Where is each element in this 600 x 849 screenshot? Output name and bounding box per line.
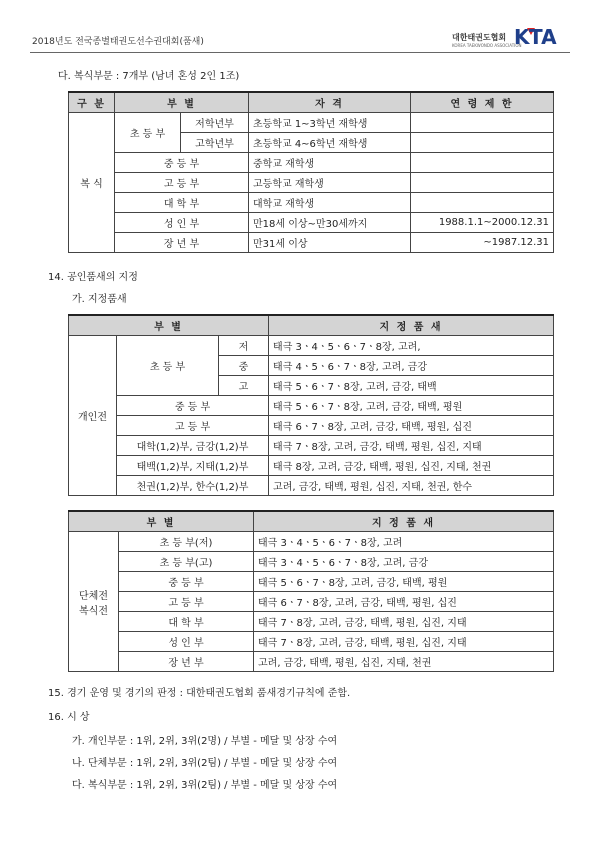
age-cell (411, 153, 554, 173)
col-header-category: 구 분 (69, 92, 115, 113)
division-cell: 성 인 부 (115, 213, 249, 233)
poomsae-cell: 태극 4ㆍ5ㆍ6ㆍ7ㆍ8장, 고려, 금강 (269, 356, 554, 376)
poomsae-cell: 태극 3ㆍ4ㆍ5ㆍ6ㆍ7ㆍ8장, 고려, (269, 336, 554, 356)
poomsae-cell: 태극 7ㆍ8장, 고려, 금강, 태백, 평원, 십진, 지태 (269, 436, 554, 456)
division-cell: 중 등 부 (119, 572, 254, 592)
poomsae-cell: 태극 5ㆍ6ㆍ7ㆍ8장, 고려, 금강, 태백, 평원 (269, 396, 554, 416)
qualification-cell: 초등학교 1~3학년 재학생 (249, 113, 411, 133)
team-doubles-poomsae-table (68, 510, 554, 672)
age-cell (411, 173, 554, 193)
age-cell (411, 133, 554, 153)
division-cell: 성 인 부 (119, 632, 254, 652)
division-elementary: 초 등 부 (115, 113, 181, 153)
poomsae-cell: 태극 5ㆍ6ㆍ7ㆍ8장, 고려, 금강, 태백, 평원 (254, 572, 554, 592)
category-individual: 개인전 (69, 336, 117, 496)
poomsae-cell: 태극 3ㆍ4ㆍ5ㆍ6ㆍ7ㆍ8장, 고려, 금강 (254, 552, 554, 572)
section-15-text: 15. 경기 운영 및 경기의 판정 : 대한태권도협회 품새경기규칙에 준함. (48, 688, 351, 699)
org-name-en: KOREA TAEKWONDO ASSOCIATION (452, 43, 522, 48)
award-individual: 가. 개인부문 : 1위, 2위, 3위(2명) / 부별 - 메달 및 상장 수여 (72, 736, 338, 747)
division-cell: 태백(1,2)부, 지태(1,2)부 (117, 456, 269, 476)
section-doubles-heading: 다. 복식부문 : 7개부 (남녀 혼성 2인 1조) (58, 71, 240, 82)
qualification-cell: 초등학교 4~6학년 재학생 (249, 133, 411, 153)
section-14-ga-heading: 가. 지정품새 (72, 294, 127, 305)
qualification-cell: 대학교 재학생 (249, 193, 411, 213)
col-header-poomsae: 지 정 품 새 (269, 315, 554, 336)
col-header-poomsae: 지 정 품 새 (254, 511, 554, 532)
poomsae-cell: 태극 7ㆍ8장, 고려, 금강, 태백, 평원, 십진, 지태 (254, 632, 554, 652)
subdivision-cell: 중 (219, 356, 269, 376)
svg-text:TA: TA (529, 25, 557, 48)
category-team-doubles (69, 532, 119, 672)
category-doubles: 복 식 (69, 113, 115, 253)
division-cell: 고 등 부 (119, 592, 254, 612)
col-header-qualification: 자 격 (249, 92, 411, 113)
division-cell: 고 등 부 (117, 416, 269, 436)
poomsae-cell: 태극 8장, 고려, 금강, 태백, 평원, 십진, 지태, 천권 (269, 456, 554, 476)
individual-poomsae-table (68, 314, 554, 496)
col-header-division: 부 별 (115, 92, 249, 113)
poomsae-cell: 태극 6ㆍ7ㆍ8장, 고려, 금강, 태백, 평원, 십진 (254, 592, 554, 612)
section-16-heading: 16. 시 상 (48, 712, 90, 723)
division-cell: 대학(1,2)부, 금강(1,2)부 (117, 436, 269, 456)
age-cell (411, 113, 554, 133)
section-14-heading: 14. 공인품새의 지정 (48, 272, 138, 283)
subdivision-lower: 저학년부 (181, 113, 249, 133)
subdivision-upper: 고학년부 (181, 133, 249, 153)
poomsae-cell: 태극 6ㆍ7ㆍ8장, 고려, 금강, 태백, 평원, 십진 (269, 416, 554, 436)
col-header-age-limit: 연 령 제 한 (411, 92, 554, 113)
division-elementary: 초 등 부 (117, 336, 219, 396)
age-cell: 1988.1.1~2000.12.31 (411, 213, 554, 233)
qualification-table (68, 91, 554, 253)
header-divider (30, 52, 570, 53)
poomsae-cell: 고려, 금강, 태백, 평원, 십진, 지태, 천권 (254, 652, 554, 672)
qualification-cell: 만18세 이상~만30세까지 (249, 213, 411, 233)
division-cell: 중 등 부 (117, 396, 269, 416)
age-cell: ~1987.12.31 (411, 233, 554, 253)
qualification-cell: 중학교 재학생 (249, 153, 411, 173)
kta-logo-icon (512, 24, 558, 48)
division-cell: 고 등 부 (115, 173, 249, 193)
category-team-label: 단체전 (79, 590, 108, 602)
division-cell: 중 등 부 (115, 153, 249, 173)
division-cell: 장 년 부 (119, 652, 254, 672)
qualification-cell: 만31세 이상 (249, 233, 411, 253)
qualification-cell: 고등학교 재학생 (249, 173, 411, 193)
poomsae-cell: 태극 5ㆍ6ㆍ7ㆍ8장, 고려, 금강, 태백 (269, 376, 554, 396)
col-header-division: 부 별 (69, 315, 269, 336)
division-cell: 대 학 부 (115, 193, 249, 213)
org-name: 대한태권도협회 (452, 33, 507, 42)
category-doubles-label: 복식전 (79, 605, 108, 617)
col-header-division: 부 별 (69, 511, 254, 532)
svg-text:K: K (514, 25, 530, 48)
division-cell: 초 등 부(고) (119, 552, 254, 572)
division-cell: 대 학 부 (119, 612, 254, 632)
award-team: 나. 단체부문 : 1위, 2위, 3위(2팀) / 부별 - 메달 및 상장 수여 (72, 758, 338, 769)
poomsae-cell: 태극 3ㆍ4ㆍ5ㆍ6ㆍ7ㆍ8장, 고려 (254, 532, 554, 552)
award-doubles: 다. 복식부문 : 1위, 2위, 3위(2팀) / 부별 - 메달 및 상장 수여 (72, 780, 338, 791)
poomsae-cell: 태극 7ㆍ8장, 고려, 금강, 태백, 평원, 십진, 지태 (254, 612, 554, 632)
division-cell: 천권(1,2)부, 한수(1,2)부 (117, 476, 269, 496)
event-title: 2018년도 전국종별태권도선수권대회(품새) (32, 37, 204, 47)
division-cell: 장 년 부 (115, 233, 249, 253)
poomsae-cell: 고려, 금강, 태백, 평원, 십진, 지태, 천권, 한수 (269, 476, 554, 496)
division-cell: 초 등 부(저) (119, 532, 254, 552)
subdivision-cell: 고 (219, 376, 269, 396)
age-cell (411, 193, 554, 213)
subdivision-cell: 저 (219, 336, 269, 356)
